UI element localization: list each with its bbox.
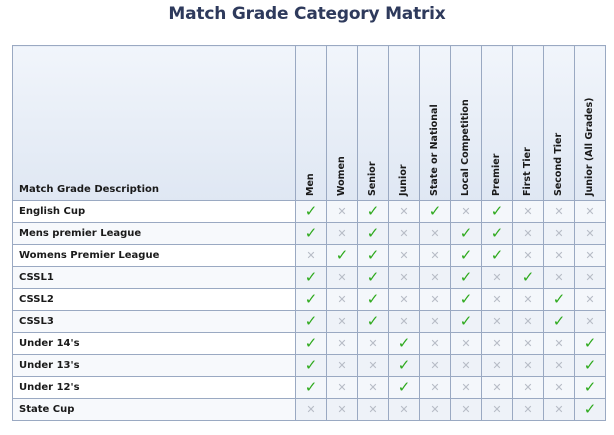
matrix-cell (389, 201, 420, 223)
table-row (13, 333, 606, 355)
checkmark-icon: ✓ (366, 312, 380, 330)
cross-icon: ✕ (399, 248, 409, 262)
cross-icon: ✕ (585, 314, 595, 328)
matrix-cell (451, 333, 482, 355)
cross-icon: ✕ (430, 402, 440, 416)
cross-icon: ✕ (430, 336, 440, 350)
matrix-cell (482, 399, 513, 421)
column-header-label: Senior (367, 161, 378, 196)
cross-icon: ✕ (430, 226, 440, 240)
table-row (13, 355, 606, 377)
column-header (575, 46, 606, 201)
column-header (358, 46, 389, 201)
cross-icon: ✕ (337, 270, 347, 284)
table-row (13, 201, 606, 223)
matrix-cell (327, 377, 358, 399)
column-header-label: Premier (491, 153, 502, 196)
match-grade-label: Under 13's (13, 355, 296, 377)
description-column-header: Match Grade Description (13, 46, 296, 201)
cross-icon: ✕ (399, 226, 409, 240)
matrix-cell (420, 267, 451, 289)
matrix-cell (575, 223, 606, 245)
matrix-cell (358, 355, 389, 377)
cross-icon: ✕ (492, 336, 502, 350)
match-grade-label: Under 14's (13, 333, 296, 355)
cross-icon: ✕ (523, 336, 533, 350)
match-grade-label: Under 12's (13, 377, 296, 399)
matrix-cell (451, 377, 482, 399)
checkmark-icon: ✓ (521, 268, 535, 286)
checkmark-icon: ✓ (304, 334, 318, 352)
matrix-cell (575, 311, 606, 333)
match-grade-label: CSSL3 (13, 311, 296, 333)
matrix-cell (575, 201, 606, 223)
checkmark-icon: ✓ (304, 202, 318, 220)
cross-icon: ✕ (554, 204, 564, 218)
cross-icon: ✕ (585, 270, 595, 284)
matrix-cell (575, 377, 606, 399)
matrix-cell (544, 289, 575, 311)
matrix-cell (575, 355, 606, 377)
matrix-cell (575, 333, 606, 355)
matrix-cell (296, 399, 327, 421)
column-header (420, 46, 451, 201)
cross-icon: ✕ (430, 358, 440, 372)
matrix-cell (358, 289, 389, 311)
matrix-cell (327, 289, 358, 311)
checkmark-icon: ✓ (490, 224, 504, 242)
matrix-cell (482, 289, 513, 311)
checkmark-icon: ✓ (552, 290, 566, 308)
matrix-cell (451, 311, 482, 333)
matrix-cell (327, 333, 358, 355)
matrix-cell (296, 311, 327, 333)
matrix-cell (420, 311, 451, 333)
checkmark-icon: ✓ (583, 334, 597, 352)
cross-icon: ✕ (399, 292, 409, 306)
checkmark-icon: ✓ (304, 312, 318, 330)
matrix-cell (544, 311, 575, 333)
match-grade-label: Mens premier League (13, 223, 296, 245)
checkmark-icon: ✓ (304, 356, 318, 374)
category-matrix-table (12, 45, 606, 421)
cross-icon: ✕ (554, 380, 564, 394)
cross-icon: ✕ (461, 358, 471, 372)
matrix-cell (296, 355, 327, 377)
column-header (451, 46, 482, 201)
matrix-cell (451, 245, 482, 267)
checkmark-icon: ✓ (490, 246, 504, 264)
cross-icon: ✕ (492, 292, 502, 306)
checkmark-icon: ✓ (459, 312, 473, 330)
matrix-cell (358, 245, 389, 267)
cross-icon: ✕ (399, 314, 409, 328)
matrix-cell (575, 267, 606, 289)
cross-icon: ✕ (461, 402, 471, 416)
matrix-cell (389, 289, 420, 311)
matrix-cell (513, 201, 544, 223)
cross-icon: ✕ (430, 292, 440, 306)
column-header-label: First Tier (522, 147, 533, 196)
checkmark-icon: ✓ (304, 378, 318, 396)
cross-icon: ✕ (554, 248, 564, 262)
cross-icon: ✕ (523, 314, 533, 328)
cross-icon: ✕ (523, 226, 533, 240)
matrix-cell (575, 245, 606, 267)
matrix-cell (389, 355, 420, 377)
match-grade-label: Womens Premier League (13, 245, 296, 267)
cross-icon: ✕ (585, 292, 595, 306)
table-row (13, 245, 606, 267)
cross-icon: ✕ (523, 402, 533, 416)
matrix-cell (420, 399, 451, 421)
cross-icon: ✕ (492, 314, 502, 328)
cross-icon: ✕ (523, 292, 533, 306)
matrix-cell (296, 201, 327, 223)
checkmark-icon: ✓ (366, 202, 380, 220)
matrix-cell (575, 399, 606, 421)
cross-icon: ✕ (399, 270, 409, 284)
column-header-label: Men (305, 173, 316, 196)
checkmark-icon: ✓ (459, 290, 473, 308)
column-header-label: Second Tier (553, 132, 564, 196)
checkmark-icon: ✓ (583, 356, 597, 374)
cross-icon: ✕ (554, 226, 564, 240)
checkmark-icon: ✓ (459, 246, 473, 264)
matrix-cell (482, 311, 513, 333)
matrix-cell (513, 333, 544, 355)
match-grade-label: State Cup (13, 399, 296, 421)
checkmark-icon: ✓ (366, 268, 380, 286)
column-header-label: Junior (398, 164, 409, 196)
matrix-cell (296, 377, 327, 399)
matrix-cell (389, 267, 420, 289)
table-row (13, 377, 606, 399)
checkmark-icon: ✓ (366, 290, 380, 308)
matrix-cell (389, 223, 420, 245)
matrix-cell (482, 355, 513, 377)
matrix-cell (296, 289, 327, 311)
matrix-cell (327, 399, 358, 421)
matrix-cell (358, 311, 389, 333)
cross-icon: ✕ (523, 358, 533, 372)
cross-icon: ✕ (461, 204, 471, 218)
match-grade-label: CSSL2 (13, 289, 296, 311)
cross-icon: ✕ (585, 226, 595, 240)
matrix-cell (544, 245, 575, 267)
cross-icon: ✕ (337, 336, 347, 350)
cross-icon: ✕ (492, 380, 502, 394)
matrix-cell (544, 333, 575, 355)
matrix-cell (451, 355, 482, 377)
matrix-cell (420, 245, 451, 267)
matrix-cell (358, 333, 389, 355)
checkmark-icon: ✓ (397, 334, 411, 352)
cross-icon: ✕ (430, 314, 440, 328)
matrix-cell (513, 267, 544, 289)
column-header-label: Junior (All Grades) (584, 97, 595, 196)
matrix-cell (513, 289, 544, 311)
table-row (13, 289, 606, 311)
matrix-cell (296, 267, 327, 289)
cross-icon: ✕ (368, 336, 378, 350)
matrix-cell (327, 267, 358, 289)
cross-icon: ✕ (585, 204, 595, 218)
checkmark-icon: ✓ (366, 224, 380, 242)
matrix-cell (513, 245, 544, 267)
checkmark-icon: ✓ (304, 268, 318, 286)
checkmark-icon: ✓ (583, 400, 597, 418)
cross-icon: ✕ (523, 204, 533, 218)
column-header (296, 46, 327, 201)
cross-icon: ✕ (337, 358, 347, 372)
matrix-cell (327, 311, 358, 333)
matrix-cell (420, 377, 451, 399)
cross-icon: ✕ (554, 336, 564, 350)
column-header (482, 46, 513, 201)
matrix-cell (451, 267, 482, 289)
cross-icon: ✕ (492, 270, 502, 284)
cross-icon: ✕ (461, 336, 471, 350)
cross-icon: ✕ (523, 380, 533, 394)
matrix-cell (451, 201, 482, 223)
cross-icon: ✕ (554, 270, 564, 284)
matrix-cell (451, 223, 482, 245)
match-grade-label: English Cup (13, 201, 296, 223)
checkmark-icon: ✓ (552, 312, 566, 330)
matrix-cell (296, 245, 327, 267)
column-header (327, 46, 358, 201)
matrix-cell (420, 333, 451, 355)
cross-icon: ✕ (368, 402, 378, 416)
cross-icon: ✕ (492, 402, 502, 416)
checkmark-icon: ✓ (397, 378, 411, 396)
matrix-cell (420, 223, 451, 245)
matrix-cell (451, 289, 482, 311)
matrix-cell (420, 201, 451, 223)
matrix-cell (513, 311, 544, 333)
checkmark-icon: ✓ (490, 202, 504, 220)
table-row (13, 399, 606, 421)
matrix-cell (358, 399, 389, 421)
cross-icon: ✕ (399, 204, 409, 218)
cross-icon: ✕ (306, 402, 316, 416)
cross-icon: ✕ (337, 402, 347, 416)
matrix-cell (327, 223, 358, 245)
checkmark-icon: ✓ (459, 268, 473, 286)
matrix-cell (389, 377, 420, 399)
matrix-cell (389, 333, 420, 355)
checkmark-icon: ✓ (583, 378, 597, 396)
matrix-cell (513, 355, 544, 377)
table-row (13, 267, 606, 289)
cross-icon: ✕ (306, 248, 316, 262)
column-header-label: Local Competition (460, 99, 471, 196)
table-row (13, 223, 606, 245)
matrix-cell (482, 377, 513, 399)
cross-icon: ✕ (430, 248, 440, 262)
table-row (13, 311, 606, 333)
cross-icon: ✕ (430, 270, 440, 284)
matrix-cell (482, 333, 513, 355)
matrix-cell (482, 223, 513, 245)
matrix-cell (327, 355, 358, 377)
matrix-cell (420, 289, 451, 311)
matrix-cell (389, 311, 420, 333)
column-header (544, 46, 575, 201)
page-title: Match Grade Category Matrix (168, 4, 446, 24)
checkmark-icon: ✓ (459, 224, 473, 242)
matrix-body (13, 201, 606, 421)
matrix-cell (575, 289, 606, 311)
matrix-cell (544, 355, 575, 377)
checkmark-icon: ✓ (428, 202, 442, 220)
cross-icon: ✕ (461, 380, 471, 394)
matrix-cell (358, 377, 389, 399)
matrix-cell (327, 245, 358, 267)
column-header-label: Women (336, 156, 347, 196)
cross-icon: ✕ (337, 380, 347, 394)
matrix-cell (513, 399, 544, 421)
matrix-cell (544, 223, 575, 245)
matrix-cell (420, 355, 451, 377)
checkmark-icon: ✓ (304, 224, 318, 242)
matrix-cell (513, 377, 544, 399)
cross-icon: ✕ (368, 358, 378, 372)
column-header (389, 46, 420, 201)
cross-icon: ✕ (554, 358, 564, 372)
matrix-cell (482, 267, 513, 289)
matrix-cell (544, 201, 575, 223)
matrix-cell (544, 267, 575, 289)
matrix-cell (358, 223, 389, 245)
cross-icon: ✕ (399, 402, 409, 416)
column-header-label: State or National (429, 104, 440, 196)
cross-icon: ✕ (554, 402, 564, 416)
checkmark-icon: ✓ (304, 290, 318, 308)
checkmark-icon: ✓ (335, 246, 349, 264)
header-row (13, 46, 606, 201)
column-header (513, 46, 544, 201)
matrix-cell (358, 267, 389, 289)
match-grade-label: CSSL1 (13, 267, 296, 289)
cross-icon: ✕ (430, 380, 440, 394)
cross-icon: ✕ (368, 380, 378, 394)
matrix-cell (327, 201, 358, 223)
matrix-cell (296, 223, 327, 245)
matrix-cell (513, 223, 544, 245)
cross-icon: ✕ (523, 248, 533, 262)
matrix-cell (482, 201, 513, 223)
cross-icon: ✕ (585, 248, 595, 262)
cross-icon: ✕ (337, 204, 347, 218)
matrix-cell (389, 245, 420, 267)
cross-icon: ✕ (337, 314, 347, 328)
checkmark-icon: ✓ (366, 246, 380, 264)
matrix-cell (544, 399, 575, 421)
matrix-cell (544, 377, 575, 399)
checkmark-icon: ✓ (397, 356, 411, 374)
cross-icon: ✕ (337, 226, 347, 240)
cross-icon: ✕ (337, 292, 347, 306)
matrix-cell (482, 245, 513, 267)
cross-icon: ✕ (492, 358, 502, 372)
matrix-cell (358, 201, 389, 223)
matrix-cell (451, 399, 482, 421)
matrix-cell (389, 399, 420, 421)
matrix-cell (296, 333, 327, 355)
